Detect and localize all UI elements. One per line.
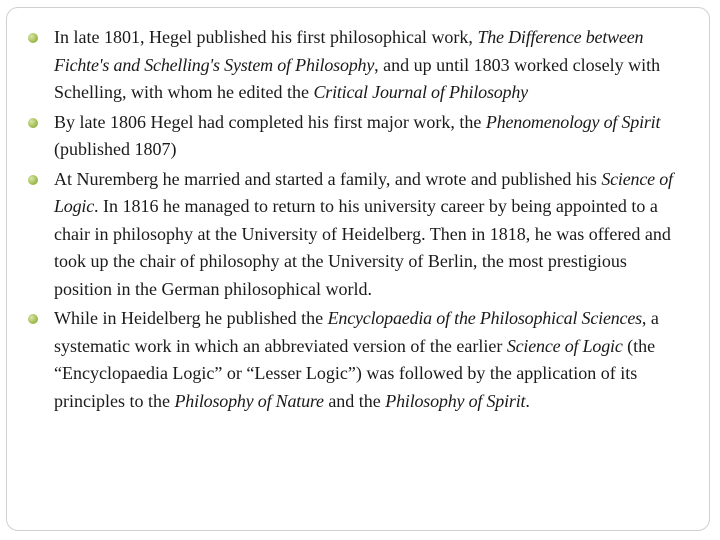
italic-title: The Difference between Fichte's and Schelling's System of Philosophy [54, 27, 644, 75]
bullet-list [26, 24, 686, 417]
italic-title: Critical Journal of Philosophy [313, 82, 528, 102]
text-segment: (the “Encyclopaedia Logic” or “Lesser Logic”) was followed by the application of its principles to the [54, 335, 656, 411]
bullet-dot-icon [28, 118, 38, 128]
text-segment: While in Heidelberg he published the [54, 308, 328, 328]
text-segment: (published 1807) [54, 139, 177, 159]
bullet-text [54, 169, 673, 299]
text-segment: In late 1801, Hegel published his first philosophical work, [54, 27, 478, 47]
bullet-dot-icon [28, 175, 38, 185]
bullet-item-3 [26, 166, 686, 304]
bullet-text [54, 27, 660, 102]
bullet-dot-icon [28, 314, 38, 324]
bullet-text [54, 112, 660, 160]
bullet-item-1 [26, 24, 686, 107]
text-segment: . [525, 390, 530, 411]
bullet-dot-icon [28, 33, 38, 43]
bullet-text [54, 308, 659, 411]
text-segment: , a systematic work in which an abbreviated version of the earlier [54, 308, 659, 356]
text-segment: , and up until 1803 worked closely with Schelling, with whom he edited the [54, 54, 661, 102]
italic-title: Philosophy of Nature [174, 390, 324, 411]
text-segment: and the [323, 390, 386, 411]
italic-title: Science of Logic [54, 168, 673, 216]
italic-title: Philosophy of Spirit [385, 390, 526, 411]
text-segment: By late 1806 Hegel had completed his first major work, the [54, 111, 486, 132]
italic-title: Phenomenology of Spirit [485, 111, 661, 132]
italic-title: Science of Logic [506, 335, 623, 356]
bullet-item-2 [26, 109, 686, 164]
bullet-item-4 [26, 305, 686, 415]
italic-title: Encyclopaedia of the Philosophical Sciences [327, 308, 642, 328]
text-segment: . In 1816 he managed to return to his university career by being appointed to a chair in philosophy at the University of Heidelberg. Then in 1818, he was offered and took up the chair of philosophy at the University of Berlin, the most prestigious position in the German philosophical world. [54, 196, 671, 299]
text-segment: At Nuremberg he married and started a family, and wrote and published his [54, 168, 602, 189]
